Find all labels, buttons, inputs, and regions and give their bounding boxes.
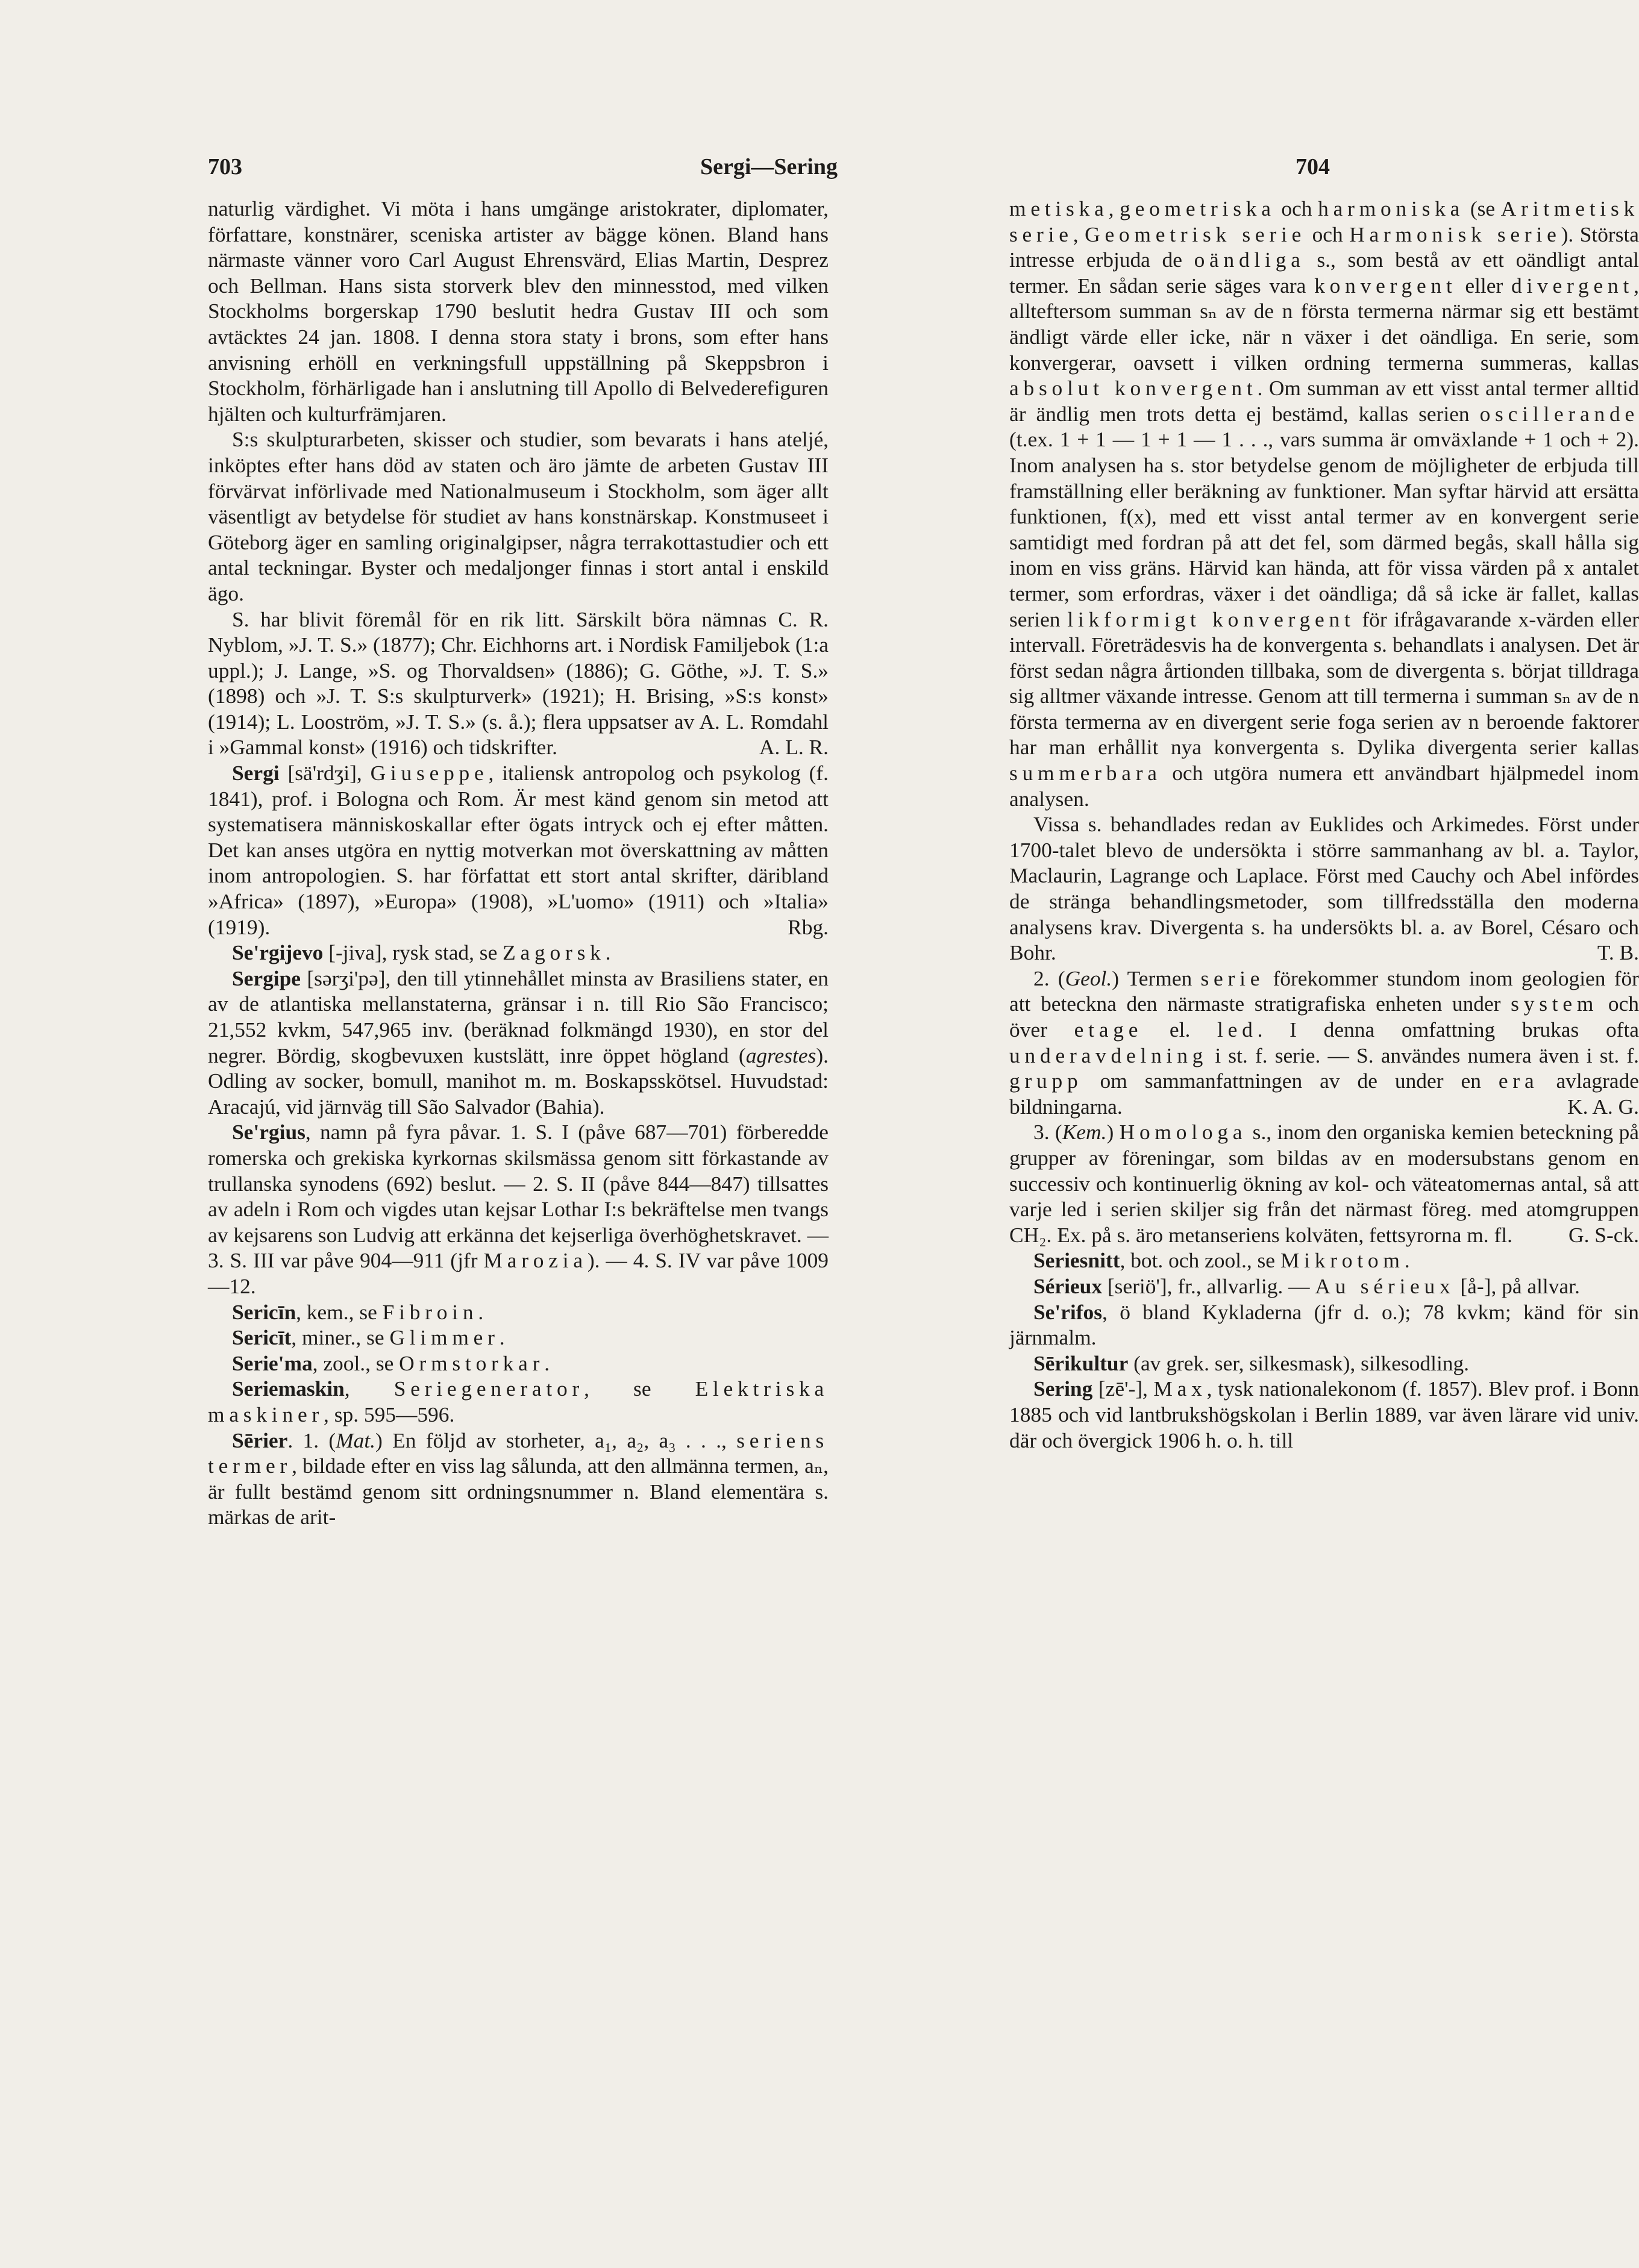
page-number-left: 703 (208, 154, 242, 180)
entry-sericin: Sericīn, kem., se Fibroin. (232, 1299, 484, 1324)
author-signature: T. B. (1597, 940, 1639, 965)
entry-headword: Se'rgijevo (232, 940, 324, 965)
entry-headword: Sērikultur (1033, 1351, 1129, 1375)
entry-serier: Sērier. 1. (Mat.) En följd av storheter, a₁, a₂, a₃ . . ., seriens termer, bildade efter en viss lag sålunda, att den allmänna termen, aₙ, är fullt bestämd genom sitt ordningsnummer n. Bland elementära s. märkas de arit- (208, 1428, 829, 1529)
entry-headword: Sergipe (232, 966, 301, 990)
entry-headword: Se'rifos (1033, 1299, 1103, 1324)
author-signature: Rbg. (788, 914, 829, 939)
author-signature: G. S-ck. (1568, 1222, 1639, 1247)
cross-reference: Zagorsk (503, 940, 606, 965)
entry-seriemaskin: Seriemaskin, Seriegenerator, se Elektriska maskiner, sp. 595—596. (208, 1376, 829, 1426)
bibliography-paragraph: S. har blivit föremål för en rik litt. Särskilt böra nämnas C. R. Nyblom, »J. T. S.» (1877); Chr. Eichhorns art. i Nordisk Familjebok (1:a uppl.); J. Lange, »S. og Thorvaldsen» (1886); G. Göthe, »J. T. S.» (1898) och »J. T. S:s skulpturverk» (1921); H. Brising, »S:s konst» (1914); L. Looström, »J. T. S.» (s. å.); flera uppsatser av A. L. Romdahl i »Gammal konst» (1916) och tidskrifter. A. L. R. (208, 607, 829, 760)
entry-sericit: Sericīt, miner., se Glimmer. (232, 1325, 505, 1350)
entry-headword: Seriesnitt (1033, 1248, 1120, 1273)
paragraph: 2. (Geol.) Termen serie förekommer stundom inom geologien för att beteckna den närmaste stratigrafiska enheten under system och över etage el. led. I denna omfattning brukas ofta underavdelning i st. f. serie. — S. användes numera även i st. f. grupp om sammanfattningen av de under en era avlagrade bildningarna. K. A. G. (1009, 966, 1639, 1119)
entry-seriema: Serie'ma, zool., se Ormstorkar. (232, 1351, 550, 1375)
left-column (208, 196, 829, 1530)
entry-sering: Sering [zē'-], Max, tysk nationalekonom (f. 1857). Blev prof. i Bonn 1885 och vid lantbrukshögskolan i Berlin 1889, var även lärare vid univ. där och övergick 1906 h. o. h. till (1009, 1376, 1639, 1452)
cross-reference: Fibroin (382, 1299, 478, 1324)
entry-serifos: Se'rifos, ö bland Kykladerna (jfr d. o.); 78 kvkm; känd för sin järnmalm. (1009, 1299, 1639, 1350)
entry-headword: Sérieux (1033, 1273, 1103, 1298)
entry-headword: Sericīn (232, 1299, 296, 1324)
entry-sergipe: Sergipe [sərʒi'pə], den till ytinnehållet minsta av Brasiliens stater, en av de atlantiska mellanstaterna, gränsar i n. till Rio São Francisco; 21,552 kvkm, 547,965 inv. (beräknad folkmängd 1930), en stor del negrer. Bördig, skogbevuxen kustslätt, inre öppet högland (agrestes). Odling av socker, bomull, manihot m. m. Boskapsskötsel. Huvudstad: Aracajú, vid järnväg till São Salvador (Bahia). (208, 966, 829, 1119)
entry-headword: Sērier (232, 1428, 288, 1452)
author-signature: K. A. G. (1567, 1094, 1639, 1119)
paragraph: 3. (Kem.) Homologa s., inom den organiska kemien beteckning på grupper av föreningar, som bildas av en modersubstans genom en successiv och kontinuerlig ökning av kol- och väteatomernas antal, så att varje led i serien skiljer sig från det närmast föreg. med atomgruppen CH₂. Ex. på s. äro metanseriens kolväten, fettsyrorna m. fl. G. S-ck. (1009, 1120, 1639, 1247)
entry-serieux: Sérieux [seriö'], fr., allvarlig. — Au sérieux [å-], på allvar. (1033, 1273, 1580, 1298)
running-title: Sergi—Sering (700, 154, 838, 180)
author-signature: A. L. R. (759, 735, 829, 760)
entry-headword: Seriemaskin (232, 1376, 345, 1401)
cross-reference: Elektriska maskiner (208, 1376, 829, 1426)
page-number-right: 704 (1296, 154, 1330, 180)
right-column (1009, 196, 1639, 1453)
entry-headword: Se'rgius (232, 1120, 306, 1145)
entry-headword: Serie'ma (232, 1351, 313, 1375)
entry-serikultur: Sērikultur (av grek. ser, silkesmask), silkesodling. (1033, 1351, 1470, 1375)
cross-reference: Marozia (483, 1248, 588, 1273)
entry-headword: Sergi (232, 761, 280, 786)
entry-sergius: Se'rgius, namn på fyra påvar. 1. S. I (påve 687—701) förberedde romerska och grekiska kyrkornas skilsmässa genom sitt förkastande av trullanska synodens (692) beslut. — 2. S. II (påve 844—847) tillsattes av adeln i Rom och vigdes utan kejsar Lothar I:s bekräftelse men tvangs av kejsarens son Ludvig att erkänna det kejserliga överhöghetskravet. — 3. S. III var påve 904—911 (jfr Marozia). — 4. S. IV var påve 1009—12. (208, 1120, 829, 1298)
entry-sergi: Sergi [sä'rdʒi], Giuseppe, italiensk antropolog och psykolog (f. 1841), prof. i Bologna och Rom. Är mest känd genom sin metod att systematisera människoskallar efter ögats intryck och ej efter måtten. Det kan anses utgöra en nyttig motverkan mot överskattning av måtten inom antropologien. S. har författat ett stort antal skrifter, däribland »Africa» (1897), »Europa» (1908), »L'uomo» (1911) och »Italia» (1919). Rbg. (208, 761, 829, 939)
entry-headword: Sericīt (232, 1325, 292, 1350)
paragraph: S:s skulpturarbeten, skisser och studier, som bevarats i hans ateljé, inköptes efter hans död av staten och äro jämte de arbeten Gustav III förvärvat införlivade med Nationalmuseum i Stockholm, som äger allt väsentligt av betydelse för studiet av hans konstnärskap. Konstmuseet i Göteborg äger en samling originalgipser, några terrakottastudier och ett antal teckningar. Byster och medaljonger finnas i stort antal i enskild ägo. (208, 427, 829, 605)
entry-headword: Sering (1033, 1376, 1093, 1401)
entry-seriesnitt: Seriesnitt, bot. och zool., se Mikrotom. (1033, 1248, 1410, 1273)
cross-reference: Ormstorkar (399, 1351, 545, 1375)
paragraph: Vissa s. behandlades redan av Euklides och Arkimedes. Först under 1700-talet blevo de undersökta i större sammanhang av bl. a. Taylor, Maclaurin, Lagrange och Laplace. Först med Cauchy och Abel infördes de stränga behandlingsmetoder, som tillfredsställa den moderna analysens krav. Divergenta s. ha undersökts bl. a. av Borel, Césaro och Bohr. T. B. (1009, 812, 1639, 965)
page-header (208, 154, 1330, 187)
article-continuation: metiska, geometriska och harmoniska (se Aritmetisk serie, Geometrisk serie och Harmonisk serie). Största intresse erbjuda de oändliga s., som bestå av ett oändligt antal termer. En sådan serie säges vara konvergent eller divergent, allteftersom summan sₙ av de n första termerna närmar sig ett bestämt ändligt värde eller icke, när n växer i det oändliga. En serie, som konvergerar, oavsett i vilken ordning termerna summeras, kallas absolut konvergent. Om summan av ett visst antal termer alltid är ändlig men trots detta ej bestämd, kallas serien oscillerande (t.ex. 1 + 1 — 1 + 1 — 1 . . ., vars summa är omväxlande + 1 och + 2). Inom analysen ha s. stor betydelse genom de möjligheter de erbjuda till framställning eller beräkning av funktioner. Man syftar härvid att ersätta funktionen, f(x), med ett visst antal termer av en konvergent serie samtidigt med fordran på att det fel, som därmed begås, skall hålla sig inom en viss gräns. Härvid kan hända, att för vissa värden på x antalet termer, som erfordras, växer i det oändliga; då så icke är fallet, kallas serien likformigt konvergent för ifrågavarande x-värden eller intervall. Företrädesvis ha de konvergenta s. behandlats i analysen. Det är först sedan några årtionden tillbaka, som de divergenta s. börjat tilldraga sig alltmer växande intresse. Genom att till termerna i summan sₙ av de n första termerna av en divergent serie foga serien av n beroende faktorer har man erhållit nya konvergenta s. Dylika divergenta serier kallas summerbara och utgöra numera ett användbart hjälpmedel inom analysen. (1009, 196, 1639, 811)
cross-reference: Glimmer (389, 1325, 500, 1350)
article-continuation: naturlig värdighet. Vi möta i hans umgänge aristokrater, diplomater, författare, konstnärer, sceniska artister av bägge könen. Bland hans närmaste vänner voro Carl August Ehrensvärd, Elias Martin, Desprez och Bellman. Hans sista storverk blev den minnesstod, med vilken Stockholms borgerskap 1790 beslutit hedra Gustav III och som avtäcktes 24 jan. 1808. I denna stora staty i brons, som efter hans anvisning erhöll en verkningsfull uppställning på Skeppsbron i Stockholm, förhärligade han i anslutning till Apollo di Belvederefiguren hjälten och kulturfrämjaren. (208, 196, 829, 426)
entry-sergijevo: Se'rgijevo [-jiva], rysk stad, se Zagorsk. (232, 940, 611, 965)
cross-reference: Mikrotom (1280, 1248, 1405, 1273)
